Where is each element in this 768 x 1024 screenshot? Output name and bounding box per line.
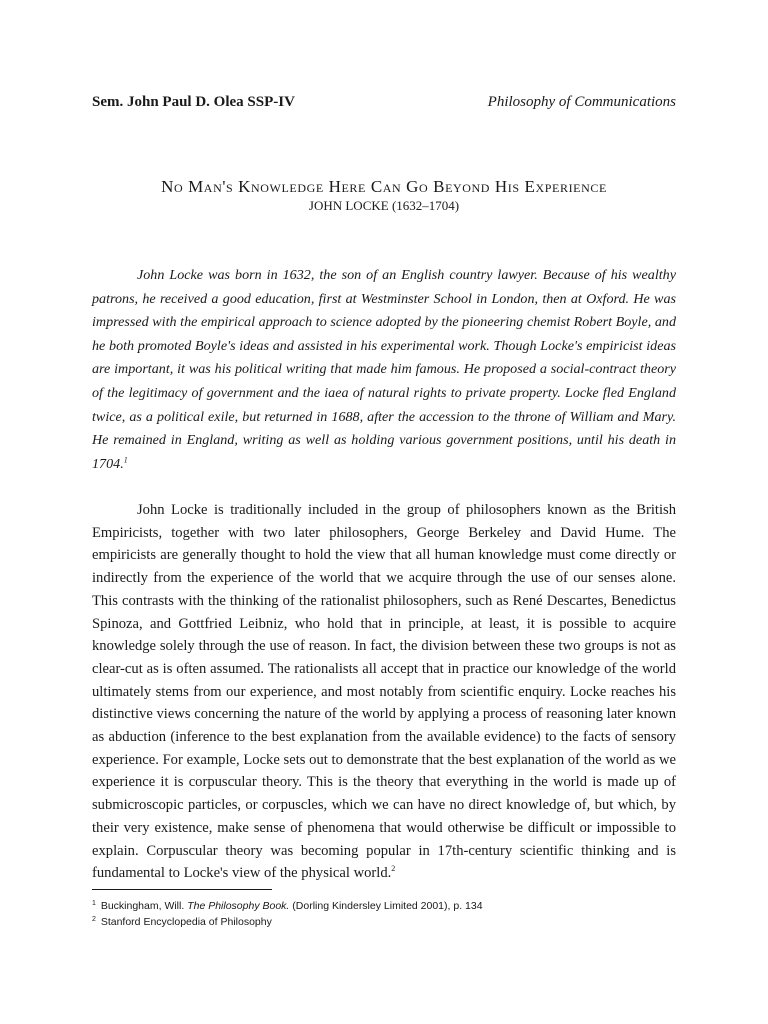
page-title: No Man's Knowledge Here Can Go Beyond His Experience — [161, 177, 607, 196]
author-header: Sem. John Paul D. Olea SSP-IV — [92, 94, 295, 110]
footnote-2-number: 2 — [92, 915, 96, 923]
intro-paragraph — [92, 264, 676, 476]
footnote-1-number: 1 — [92, 899, 96, 907]
course-header: Philosophy of Communications — [487, 94, 676, 110]
footnote-1-author: Buckingham, Will. — [100, 900, 185, 912]
footnote-ref-1: 1 — [123, 455, 128, 465]
footnote-2 — [92, 915, 272, 929]
footnote-1-publisher: (Dorling Kindersley Limited 2001), p. 134 — [292, 900, 483, 912]
page-subtitle: JOHN LOCKE (1632–1704) — [308, 198, 460, 213]
intro-text: John Locke was born in 1632, the son of an English country lawyer. Because of his wealthy patrons, he received a good education, first at Westminster School in London, then at Oxford. He was impressed with the empirical approach to science adopted by the pioneering chemist Robert Boyle, and he both promoted Boyle's ideas and assisted in his experimental work. Though Locke's empiricist ideas are important, it was his political writing that made him famous. He proposed a social-contract theory of the legitimacy of government and the iaea of natural rights to private property. Locke fled England twice, as a political exile, but returned in 1688, after the accession to the throne of William and Mary. He remained in England, writing as well as holding various government positions, until his death in 1704. — [92, 267, 676, 472]
footnote-divider — [92, 889, 272, 890]
footnote-ref-2: 2 — [391, 864, 396, 874]
body-text: John Locke is traditionally included in the group of philosophers known as the British Empiricists, together with two later philosophers, George Berkeley and David Hume. The empiricists are generally thought to hold the view that all human knowledge must come directly or indirectly from the experience of the world that we acquire through the use of our senses alone. This contrasts with the thinking of the rationalist philosophers, such as René Descartes, Benedictus Spinoza, and Gottfried Leibniz, who hold that in principle, at least, it is possible to acquire knowledge solely through the use of reason. In fact, the division between these two groups is not as clear-cut as is often assumed. The rationalists all accept that in practice our knowledge of the world ultimately stems from our experience, and most notably from scientific enquiry. Locke reaches his distinctive views concerning the nature of the world by applying a process of reasoning later known as abduction (inference to the best explanation from the available evidence) to the facts of sensory experience. For example, Locke sets out to demonstrate that the best explanation of the world as we experience it is corpuscular theory. This is the theory that everything in the world is made up of submicroscopic particles, or corpuscles, which we can have no direct knowledge of, but which, by their very existence, make sense of phenomena that would otherwise be difficult or impossible to explain. Corpuscular theory was becoming popular in 17th-century scientific thinking and is fundamental to Locke's view of the physical world. — [92, 502, 676, 882]
footnote-2-text: Stanford Encyclopedia of Philosophy — [100, 916, 272, 928]
footnote-1 — [92, 899, 483, 913]
footnote-1-book: The Philosophy Book. — [187, 900, 290, 912]
body-paragraph — [92, 499, 676, 885]
